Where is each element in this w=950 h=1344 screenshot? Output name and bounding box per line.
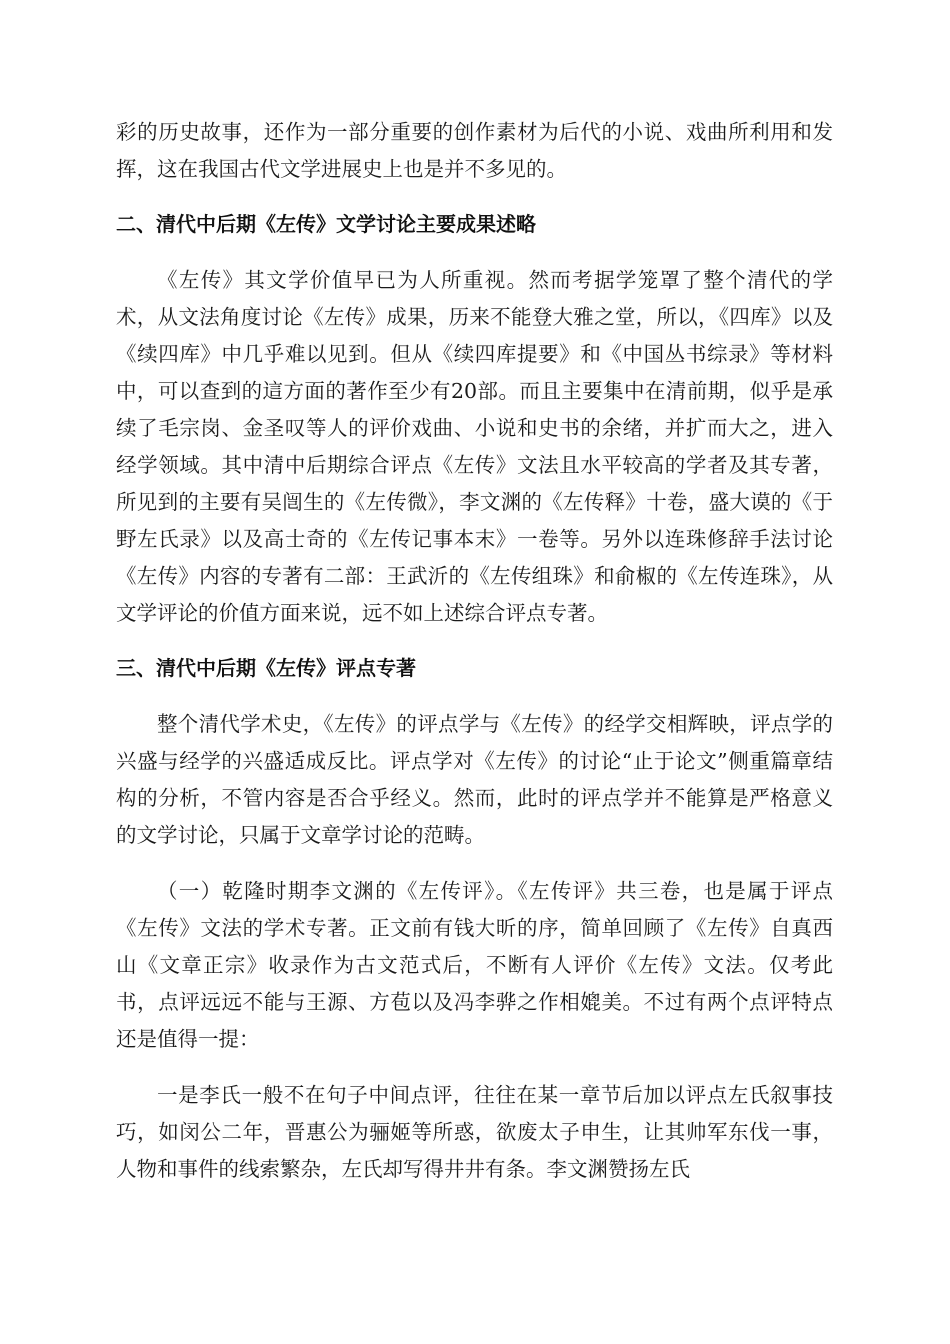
document-page <box>116 114 833 1188</box>
paragraph-intro: 彩的历史故事，还作为一部分重要的创作素材为后代的小说、戏曲所利用和发挥，这在我国古代文学进展史上也是并不多见的。 <box>116 120 833 181</box>
spacer <box>116 1058 833 1077</box>
spacer <box>116 687 833 706</box>
section-heading-2: 二、清代中后期《左传》文学讨论主要成果述略 <box>116 212 536 236</box>
spacer <box>116 854 833 873</box>
paragraph-section-2: 《左传》其文学价值早已为人所重视。然而考据学笼罩了整个清代的学术，从文法角度讨论《左传》成果，历来不能登大雅之堂，所以，《四库》以及《续四库》中几乎难以见到。但从《续四库提要》和《中国丛书综录》等材料中，可以查到的這方面的著作至少有20部。而且主要集中在清前期，似乎是承续了毛宗岗、金圣叹等人的评价戏曲、小说和史书的余绪，并扩而大之，进入经学领域。其中清中后期综合评点《左传》文法且水平较高的学者及其专著，所见到的主要有吴闿生的《左传微》，李文渊的《左传释》十卷，盛大谟的《于野左氏录》以及高士奇的《左传记事本末》一卷等。另外以连珠修辞手法讨论《左传》内容的专著有二部：王武沂的《左传组珠》和俞椒的《左传连珠》，从文学评论的价值方面来说，远不如上述综合评点专著。 <box>116 268 833 625</box>
paragraph-section-3-b: （一）乾隆时期李文渊的《左传评》。《左传评》共三卷，也是属于评点《左传》文法的学术专著。正文前有钱大昕的序，简单回顾了《左传》自真西山《文章正宗》收录作为古文范式后，不断有人评价《左传》文法。仅考此书，点评远远不能与王源、方苞以及冯李骅之作相媲美。不过有两个点评特点还是值得一提： <box>116 879 833 1051</box>
spacer <box>116 632 833 650</box>
paragraph-section-3-c: 一是李氏一般不在句子中间点评，往往在某一章节后加以评点左氏叙事技巧，如闵公二年，晋惠公为骊姬等所惑，欲废太子申生，让其帅军东伐一事，人物和事件的线索繁杂，左氏却写得井井有条。李文渊赞扬左氏 <box>116 1083 833 1181</box>
section-heading-3: 三、清代中后期《左传》评点专著 <box>116 656 416 680</box>
spacer <box>116 243 833 262</box>
spacer <box>116 188 833 206</box>
paragraph-section-3-a: 整个清代学术史，《左传》的评点学与《左传》的经学交相辉映，评点学的兴盛与经学的兴盛适成反比。评点学对《左传》的讨论“止于论文”侧重篇章结构的分析，不管内容是否合乎经义。然而，此时的评点学并不能算是严格意义的文学讨论，只属于文章学讨论的范畴。 <box>116 712 833 847</box>
